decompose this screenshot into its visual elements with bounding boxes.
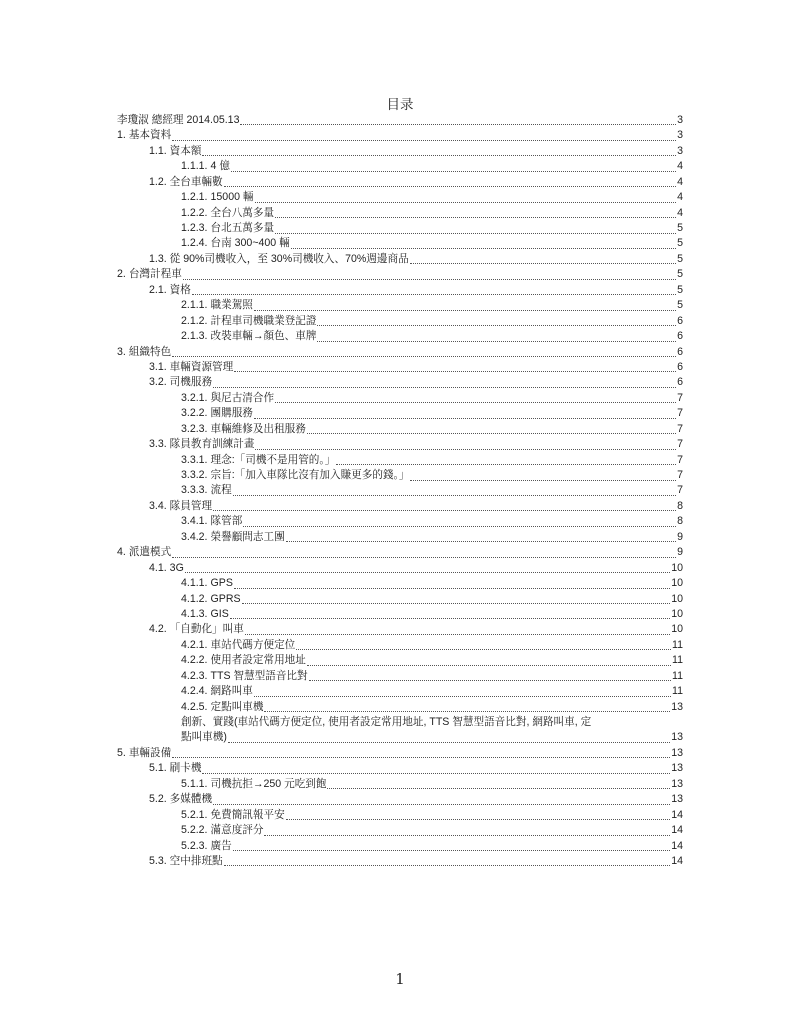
- toc-entry-page: 10: [671, 623, 683, 636]
- toc-entry-page: 5: [677, 252, 683, 265]
- toc-entry-page: 14: [671, 854, 683, 867]
- toc-entry-page: 13: [671, 793, 683, 806]
- toc-entry[interactable]: [117, 761, 683, 776]
- dot-leader: [410, 468, 676, 483]
- toc-entry[interactable]: [117, 298, 683, 313]
- toc-entry-number: 4.1.: [149, 561, 167, 574]
- dot-leader: [307, 422, 676, 437]
- toc-entry-label: GIS: [210, 607, 229, 620]
- toc-entry-number: 5.: [117, 746, 126, 759]
- toc-entry[interactable]: [117, 190, 683, 205]
- toc-entry-number: 4.2.3.: [181, 669, 208, 682]
- toc-entry-page: 5: [677, 222, 683, 235]
- dot-leader: [185, 561, 670, 576]
- toc-entry-label: 4 億: [210, 160, 230, 173]
- dot-leader: [183, 267, 676, 282]
- toc-entry-number: 3.4.: [149, 499, 167, 512]
- toc-entry-label: 車輛維修及出租服務: [210, 422, 306, 435]
- toc-entry-number: 1.1.1.: [181, 160, 208, 173]
- toc-entry-number: 3.3.3.: [181, 484, 208, 497]
- toc-entry-number: 5.2.: [149, 793, 167, 806]
- toc-entry-number: 5.3.: [149, 854, 167, 867]
- toc-title: 目录: [386, 97, 414, 113]
- toc-entry-page: 4: [677, 191, 683, 204]
- toc-entry-wrapped[interactable]: [117, 715, 683, 746]
- toc-entry[interactable]: [117, 839, 683, 854]
- dot-leader: [228, 731, 670, 746]
- toc-entry-page: 7: [677, 422, 683, 435]
- toc-entry-label: 網路叫車: [210, 685, 253, 698]
- toc-entry[interactable]: [117, 792, 683, 807]
- dot-leader: [230, 607, 670, 622]
- toc-entry-page: 10: [671, 577, 683, 590]
- dot-leader: [254, 298, 676, 313]
- toc-entry-number: 1.2.1.: [181, 191, 208, 204]
- toc-entry-number: 1.1.: [149, 144, 167, 157]
- toc-entry[interactable]: [117, 607, 683, 622]
- toc-entry-label: 車站代碼方便定位: [210, 638, 296, 651]
- toc-entry-page: 9: [677, 546, 683, 559]
- toc-entry[interactable]: [117, 237, 683, 252]
- toc-entry[interactable]: [117, 314, 683, 329]
- toc-entry-label: 車輛設備: [128, 746, 172, 759]
- toc-entry[interactable]: [117, 453, 683, 468]
- toc-entry-number: 2.1.3.: [181, 330, 208, 343]
- toc-entry[interactable]: [117, 808, 683, 823]
- dot-leader: [233, 839, 671, 854]
- toc-entry-page: 10: [671, 561, 683, 574]
- toc-entry-label-line2-row: [181, 731, 683, 746]
- toc-entry-page: 6: [677, 330, 683, 343]
- toc-entry-number: 3.1.: [149, 360, 167, 373]
- toc-entry-number: 2.1.: [149, 283, 167, 296]
- toc-entry-number: 3.2.3.: [181, 422, 208, 435]
- toc-entry-number: 3.: [117, 345, 126, 358]
- toc-entry[interactable]: [117, 375, 683, 390]
- toc-entry-number: 5.1.1.: [181, 777, 208, 790]
- toc-entry-page: 14: [671, 839, 683, 852]
- toc-entry-label: 改裝車輛→顏色、車牌: [210, 330, 317, 343]
- dot-leader: [243, 514, 676, 529]
- toc-entry[interactable]: [117, 700, 683, 715]
- toc-entry[interactable]: [117, 391, 683, 406]
- toc-entry-number: 4.2.: [149, 623, 167, 636]
- toc-entry[interactable]: [117, 561, 683, 576]
- toc-entry-label: 隊員管理: [169, 499, 213, 512]
- toc-entry[interactable]: [117, 576, 683, 591]
- toc-entry-label: 計程車司機職業登記證: [210, 314, 317, 327]
- toc-entry[interactable]: [117, 777, 683, 792]
- dot-leader: [254, 684, 671, 699]
- toc-entry-number: 1.2.4.: [181, 237, 208, 250]
- dot-leader: [336, 453, 676, 468]
- toc-entry-page: 8: [677, 515, 683, 528]
- dot-leader: [213, 375, 676, 390]
- toc-entry-page: 8: [677, 499, 683, 512]
- toc-entry[interactable]: [117, 113, 683, 128]
- toc-entry-label: 組織特色: [128, 345, 172, 358]
- toc-entry-label: 台南 300~400 輛: [210, 237, 290, 250]
- toc-entry[interactable]: [117, 329, 683, 344]
- dot-leader: [233, 484, 676, 499]
- toc-entry[interactable]: [117, 468, 683, 483]
- toc-entry[interactable]: [117, 437, 683, 452]
- toc-entry[interactable]: [117, 854, 683, 869]
- toc-entry-number: 1.3.: [149, 252, 167, 265]
- dot-leader: [240, 113, 676, 128]
- toc-entry-label: 理念:「司機不是用管的。」: [210, 453, 336, 466]
- toc-entry-number: 3.3.: [149, 438, 167, 451]
- toc-entry-page: 11: [672, 654, 683, 667]
- toc-entry-number: 1.2.: [149, 175, 167, 188]
- toc-entry[interactable]: [117, 206, 683, 221]
- toc-entry-page: 6: [677, 376, 683, 389]
- toc-entry[interactable]: [117, 267, 683, 282]
- toc-entry[interactable]: [117, 283, 683, 298]
- toc-entry-page: 7: [677, 407, 683, 420]
- toc-entry-label: 15000 輛: [210, 191, 254, 204]
- dot-leader: [309, 669, 671, 684]
- toc-entry-label: GPRS: [210, 592, 241, 605]
- dot-leader: [202, 144, 676, 159]
- toc-entry-label: 流程: [210, 484, 232, 497]
- page-number: 1: [395, 970, 405, 988]
- toc-entry-label: 司機抗拒→250 元吃到飽: [210, 777, 327, 790]
- toc-entry[interactable]: [117, 653, 683, 668]
- toc-entry-number: 5.2.1.: [181, 808, 208, 821]
- toc-entry-label: 滿意度評分: [210, 824, 264, 837]
- dot-leader: [275, 206, 676, 221]
- toc-entry-page: 13: [671, 700, 683, 713]
- toc-entry-page: 5: [677, 299, 683, 312]
- dot-leader: [172, 545, 676, 560]
- dot-leader: [255, 437, 676, 452]
- toc-entry[interactable]: [117, 128, 683, 143]
- toc-entry-page: 3: [677, 113, 683, 126]
- toc-entry-number: 1.: [117, 129, 126, 142]
- dot-leader: [213, 499, 676, 514]
- dot-leader: [264, 823, 670, 838]
- toc-entry-number: 3.2.2.: [181, 407, 208, 420]
- toc-entry[interactable]: [117, 622, 683, 637]
- toc-entry[interactable]: [117, 669, 683, 684]
- toc-entry-label: 「自動化」叫車: [169, 623, 244, 636]
- dot-leader: [172, 746, 670, 761]
- dot-leader: [245, 622, 670, 637]
- toc-entry[interactable]: [117, 823, 683, 838]
- toc-entry-number: 4.2.2.: [181, 654, 208, 667]
- toc-entry-number: 4.: [117, 546, 126, 559]
- toc-entry-label: 宗旨:「加入車隊比沒有加入賺更多的錢。」: [210, 469, 410, 482]
- dot-leader: [254, 406, 676, 421]
- toc-entry-page: 13: [671, 731, 683, 744]
- toc-entry-number: 1.2.2.: [181, 206, 208, 219]
- dot-leader: [213, 792, 670, 807]
- toc-entry-label: GPS: [210, 577, 233, 590]
- toc-entry-page: 5: [677, 237, 683, 250]
- toc-entry-page: 6: [677, 360, 683, 373]
- toc-entry-page: 5: [677, 283, 683, 296]
- toc-entry-label: 隊員教育訓練計畫: [169, 438, 255, 451]
- dot-leader: [234, 360, 676, 375]
- toc-entry-page: 7: [677, 438, 683, 451]
- toc-entry-label: 定點叫車機: [210, 700, 264, 713]
- toc-entry-label: 使用者設定常用地址: [210, 654, 306, 667]
- dot-leader: [224, 175, 676, 190]
- toc-entry-label: 從 90%司機收入，至 30%司機收入、70%週邊商品: [169, 252, 409, 265]
- toc-entry-number: 4.1.3.: [181, 607, 208, 620]
- dot-leader: [291, 237, 676, 252]
- toc-entry-label: 團購服務: [210, 407, 253, 420]
- dot-leader: [224, 854, 671, 869]
- toc-entry-label: 基本資料: [128, 129, 172, 142]
- toc-entry-page: 14: [671, 808, 683, 821]
- toc-entry-page: 14: [671, 824, 683, 837]
- toc-entry-page: 5: [677, 268, 683, 281]
- toc-entry-number: 5.2.2.: [181, 824, 208, 837]
- toc-entry-page: 4: [677, 175, 683, 188]
- toc-entry[interactable]: [117, 144, 683, 159]
- toc-entry-page: 7: [677, 453, 683, 466]
- toc-entry-label: TTS 智慧型語音比對: [210, 669, 308, 682]
- dot-leader: [231, 159, 676, 174]
- toc-entry[interactable]: [117, 746, 683, 761]
- toc-entry[interactable]: [117, 592, 683, 607]
- toc-entry-number: 2.1.1.: [181, 299, 208, 312]
- dot-leader: [264, 700, 670, 715]
- toc-entry-number: 3.2.: [149, 376, 167, 389]
- toc-entry-number: 2.1.2.: [181, 314, 208, 327]
- toc-entry-label: 台灣計程車: [128, 268, 182, 281]
- toc-entry[interactable]: [117, 484, 683, 499]
- dot-leader: [275, 391, 676, 406]
- toc-entry[interactable]: [117, 252, 683, 267]
- dot-leader: [192, 283, 676, 298]
- toc-entry-number: 4.2.1.: [181, 638, 208, 651]
- toc-entry-number: 3.3.1.: [181, 453, 208, 466]
- toc-entry-label: 司機服務: [169, 376, 213, 389]
- dot-leader: [327, 777, 670, 792]
- toc-entry-page: 11: [672, 638, 683, 651]
- toc-entry-number: 3.3.2.: [181, 469, 208, 482]
- toc-entry[interactable]: [117, 638, 683, 653]
- toc-entry-number: 1.2.3.: [181, 222, 208, 235]
- toc-entry-number: 4.2.5.: [181, 700, 208, 713]
- toc-entry-number: 4.2.4.: [181, 685, 208, 698]
- toc-entry-page: 7: [677, 469, 683, 482]
- toc-entry[interactable]: [117, 345, 683, 360]
- toc-entry[interactable]: [117, 159, 683, 174]
- toc-entry-label: 廣告: [210, 839, 232, 852]
- toc-entry-page: 13: [671, 746, 683, 759]
- toc-entry-label: 3G: [169, 561, 184, 574]
- toc-entry-label: 多媒體機: [169, 793, 213, 806]
- toc-entry-page: 13: [671, 777, 683, 790]
- dot-leader: [172, 128, 676, 143]
- toc-entry-number: 4.1.2.: [181, 592, 208, 605]
- dot-leader: [317, 329, 676, 344]
- toc-entry-page: 3: [677, 129, 683, 142]
- toc-entry-label: 榮譽顧問志工團: [210, 530, 285, 543]
- toc-entry-number: 2.: [117, 268, 126, 281]
- toc-entry-label-line1: 創新、實踐(車站代碼方便定位, 使用者設定常用地址, TTS 智慧型語音比對, 網路叫車, 定: [181, 716, 592, 729]
- toc-entry-page: 10: [671, 607, 683, 620]
- toc-entry[interactable]: [117, 545, 683, 560]
- dot-leader: [172, 345, 676, 360]
- dot-leader: [296, 638, 671, 653]
- toc-entry-label: 職業駕照: [210, 299, 253, 312]
- toc-entry-page: 11: [672, 685, 683, 698]
- toc-entry-number: 3.4.1.: [181, 515, 208, 528]
- toc-entry-number: 4.1.1.: [181, 577, 208, 590]
- toc-entry-label: 車輛資源管理: [169, 360, 234, 373]
- toc-entry-number: 5.2.3.: [181, 839, 208, 852]
- dot-leader: [242, 592, 671, 607]
- toc-entry-page: 4: [677, 206, 683, 219]
- dot-leader: [286, 808, 671, 823]
- toc-entry-number: 3.2.1.: [181, 391, 208, 404]
- table-of-contents: [117, 113, 683, 869]
- dot-leader: [410, 252, 676, 267]
- toc-entry-label: 刷卡機: [169, 762, 202, 775]
- toc-entry[interactable]: [117, 422, 683, 437]
- toc-entry[interactable]: [117, 406, 683, 421]
- dot-leader: [275, 221, 676, 236]
- toc-entry-label: 李瓊淑 總經理 2014.05.13: [117, 113, 240, 126]
- dot-leader: [202, 761, 670, 776]
- toc-entry-label: 台北五萬多量: [210, 222, 275, 235]
- toc-entry-label: 派遣模式: [128, 546, 172, 559]
- toc-entry[interactable]: [117, 175, 683, 190]
- dot-leader: [317, 314, 676, 329]
- toc-entry-label: 空中排班點: [169, 854, 223, 867]
- toc-entry-label: 免費簡訊報平安: [210, 808, 285, 821]
- dot-leader: [286, 530, 676, 545]
- toc-entry-page: 7: [677, 391, 683, 404]
- toc-entry-page: 13: [671, 762, 683, 775]
- toc-entry-page: 6: [677, 314, 683, 327]
- toc-entry-page: 11: [672, 669, 683, 682]
- toc-entry[interactable]: [117, 221, 683, 236]
- dot-leader: [307, 653, 671, 668]
- toc-entry[interactable]: [117, 360, 683, 375]
- dot-leader: [234, 576, 670, 591]
- toc-entry[interactable]: [117, 514, 683, 529]
- toc-entry-label: 資本額: [169, 144, 202, 157]
- toc-entry-label: 資格: [169, 283, 191, 296]
- dot-leader: [255, 190, 677, 205]
- toc-entry-page: 10: [671, 592, 683, 605]
- toc-entry-label: 隊管部: [210, 515, 243, 528]
- toc-entry-number: 3.4.2.: [181, 530, 208, 543]
- toc-entry-page: 9: [677, 530, 683, 543]
- toc-entry[interactable]: [117, 499, 683, 514]
- toc-entry-page: 6: [677, 345, 683, 358]
- toc-entry-page: 7: [677, 484, 683, 497]
- toc-entry-number: 5.1.: [149, 762, 167, 775]
- toc-entry[interactable]: [117, 684, 683, 699]
- toc-entry-label: 全台車輛數: [169, 175, 223, 188]
- toc-entry[interactable]: [117, 530, 683, 545]
- toc-entry-label: 與尼古清合作: [210, 391, 275, 404]
- toc-entry-label-line2: 點叫車機): [181, 731, 227, 744]
- toc-entry-page: 4: [677, 160, 683, 173]
- toc-entry-page: 3: [677, 144, 683, 157]
- toc-entry-label: 全台八萬多量: [210, 206, 275, 219]
